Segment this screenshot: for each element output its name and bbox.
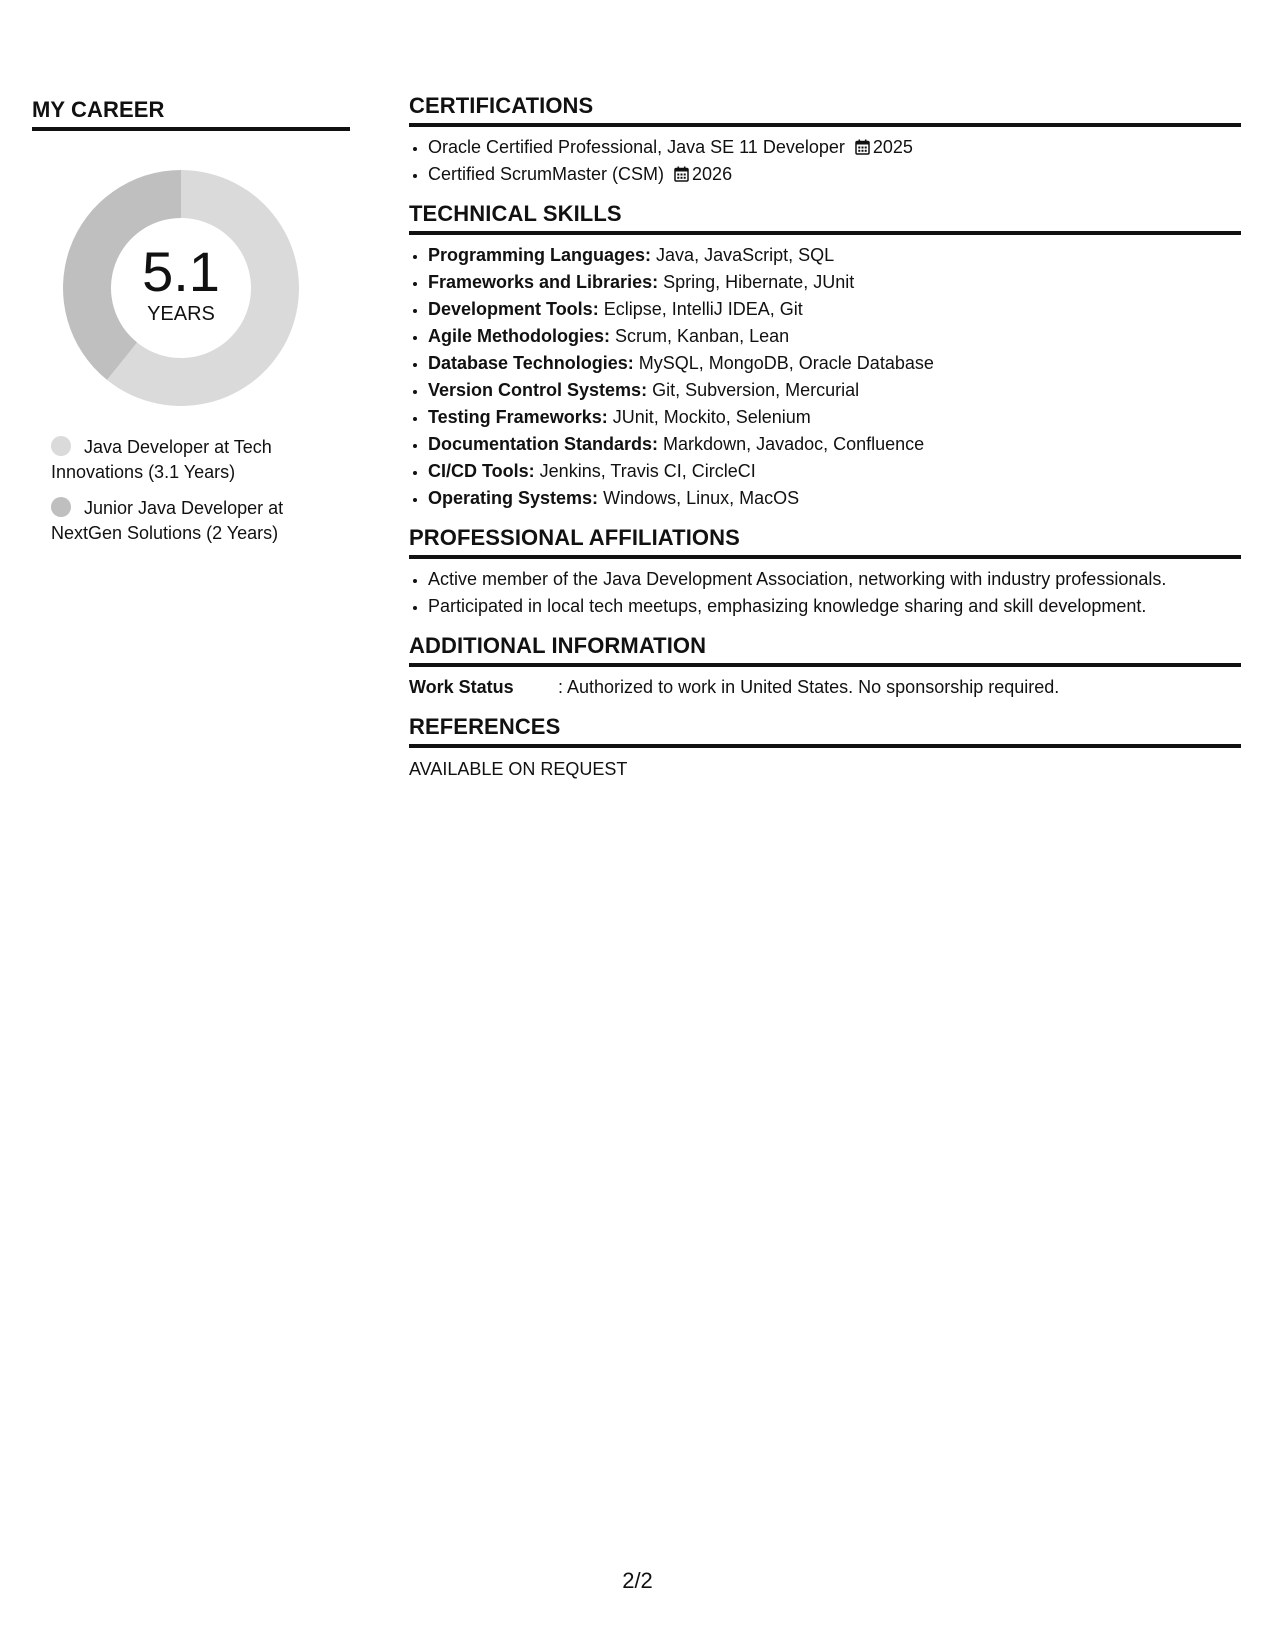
certifications-list <box>409 134 1241 188</box>
affiliations-list <box>409 566 1241 620</box>
additional-info-section <box>409 632 1241 701</box>
certification-year: 2025 <box>872 137 913 157</box>
list-item <box>428 161 1241 188</box>
calendar-icon <box>855 139 870 155</box>
total-years-unit: YEARS <box>147 303 215 325</box>
certification-year: 2026 <box>692 164 733 184</box>
career-legend <box>32 435 321 546</box>
certification-date <box>674 161 732 188</box>
skill-label: Development Tools: <box>428 299 599 319</box>
skill-value: JUnit, Mockito, Selenium <box>612 407 811 427</box>
skill-value: MySQL, MongoDB, Oracle Database <box>638 353 934 373</box>
legend-dot-0 <box>51 436 71 456</box>
main-column <box>409 92 1241 795</box>
donut-slice-1 <box>63 170 181 380</box>
skill-label: Documentation Standards: <box>428 434 659 454</box>
list-item <box>428 458 1241 485</box>
legend-dot-1 <box>51 497 71 517</box>
skill-label: Version Control Systems: <box>428 380 648 400</box>
list-item <box>428 134 1241 161</box>
skills-list <box>409 242 1241 512</box>
skill-label: Database Technologies: <box>428 353 634 373</box>
skill-label: Agile Methodologies: <box>428 326 610 346</box>
calendar-icon <box>674 166 689 182</box>
legend-label: Junior Java Developer at NextGen Solutions (2 Years) <box>51 498 284 543</box>
list-item <box>428 377 1241 404</box>
work-status-row <box>409 674 1241 701</box>
work-status-value: : Authorized to work in United States. No sponsorship required. <box>558 677 1060 697</box>
skill-label: CI/CD Tools: <box>428 461 535 481</box>
certifications-section <box>409 92 1241 188</box>
list-item <box>428 323 1241 350</box>
skill-value: Markdown, Javadoc, Confluence <box>663 434 925 454</box>
certification-name: Oracle Certified Professional, Java SE 11 Developer <box>428 137 845 157</box>
list-item <box>428 404 1241 431</box>
list-item <box>428 269 1241 296</box>
list-item <box>428 350 1241 377</box>
certifications-heading: CERTIFICATIONS <box>409 92 1241 127</box>
career-donut-chart <box>56 163 306 413</box>
skill-value: Eclipse, IntelliJ IDEA, Git <box>603 299 803 319</box>
affiliations-section <box>409 524 1241 620</box>
list-item <box>428 431 1241 458</box>
affiliations-heading: PROFESSIONAL AFFILIATIONS <box>409 524 1241 559</box>
legend-item <box>51 496 321 546</box>
skill-value: Spring, Hibernate, JUnit <box>663 272 855 292</box>
list-item: • Active member of the Java Development Association, networking with industry professionals. <box>428 566 1241 593</box>
skills-section <box>409 200 1241 512</box>
skill-value: Java, JavaScript, SQL <box>656 245 835 265</box>
list-item: • Participated in local tech meetups, emphasizing knowledge sharing and skill development. <box>428 593 1241 620</box>
skill-label: Frameworks and Libraries: <box>428 272 659 292</box>
list-item <box>428 242 1241 269</box>
legend-label: Java Developer at Tech Innovations (3.1 Years) <box>51 437 272 482</box>
references-text: AVAILABLE ON REQUEST <box>409 759 628 779</box>
skill-label: Operating Systems: <box>428 488 599 508</box>
page-number: 2/2 <box>622 1568 653 1593</box>
career-column <box>32 96 350 557</box>
references-heading: REFERENCES <box>409 713 1241 748</box>
legend-item <box>51 435 321 485</box>
career-heading: MY CAREER <box>32 96 350 131</box>
skill-value: Windows, Linux, MacOS <box>603 488 800 508</box>
skill-value: Scrum, Kanban, Lean <box>615 326 790 346</box>
additional-info-heading: ADDITIONAL INFORMATION <box>409 632 1241 667</box>
list-item <box>428 296 1241 323</box>
skill-label: Testing Frameworks: <box>428 407 608 427</box>
skills-heading: TECHNICAL SKILLS <box>409 200 1241 235</box>
certification-date <box>855 134 913 161</box>
references-section <box>409 713 1241 783</box>
total-years-value: 5.1 <box>142 240 220 303</box>
skill-value: Git, Subversion, Mercurial <box>652 380 860 400</box>
work-status-label: Work Status <box>409 677 514 697</box>
skill-value: Jenkins, Travis CI, CircleCI <box>539 461 756 481</box>
skill-label: Programming Languages: <box>428 245 652 265</box>
list-item <box>428 485 1241 512</box>
career-donut-svg <box>56 163 306 413</box>
certification-name: Certified ScrumMaster (CSM) <box>428 164 665 184</box>
